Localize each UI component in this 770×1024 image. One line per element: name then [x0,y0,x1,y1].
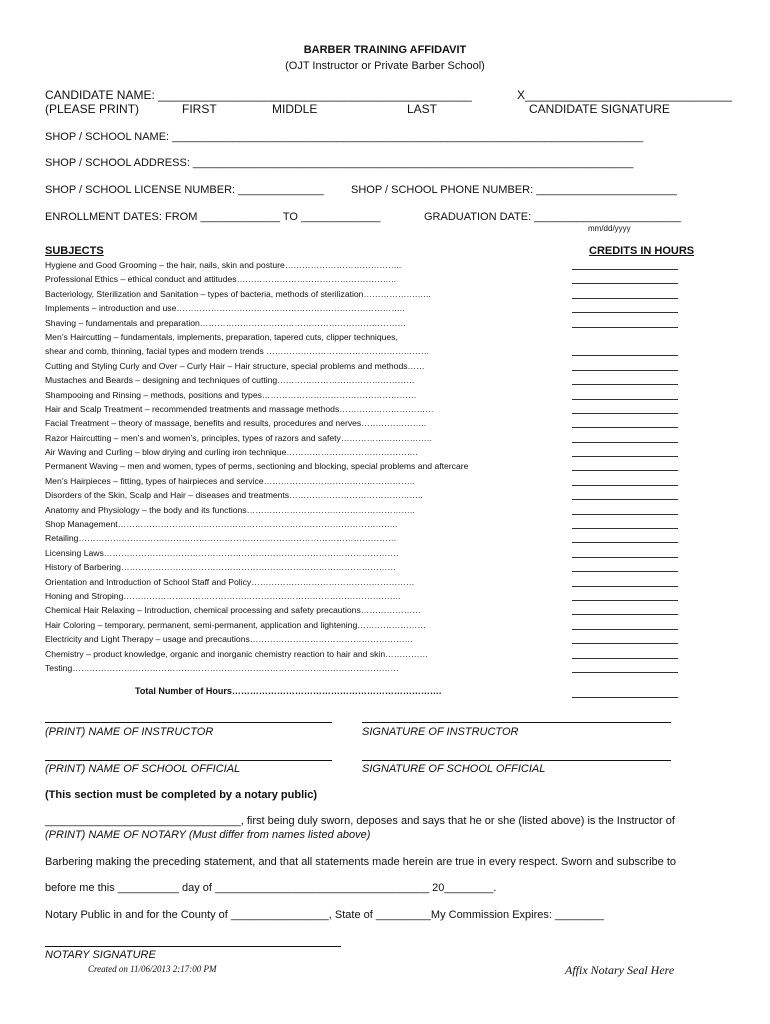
subject-label: Professional Ethics – ethical conduct and attitudes……………………………………………….. [45,274,397,285]
notary-statement: Barbering making the preceding statement, and that all statements made herein are true in every respect. Sworn and subscribe to [45,856,677,868]
subject-label: History of Barbering…………………………………………………………………………………… [45,562,396,573]
notary-seal-label: Affix Notary Seal Here [565,963,675,977]
instructor-name-line[interactable] [45,722,332,723]
subject-row [45,560,685,574]
license-number-field[interactable]: SHOP / SCHOOL LICENSE NUMBER: ______________ [45,184,324,196]
phone-number-field[interactable]: SHOP / SCHOOL PHONE NUMBER: _______________________ [351,184,677,196]
subject-row [45,647,685,661]
subject-row [45,503,685,517]
shop-address-field[interactable]: SHOP / SCHOOL ADDRESS: ________________________________________________________________________ [45,157,634,169]
subject-row [45,330,685,344]
subject-label: Razor Haircutting – men’s and women’s, principles, types of razors and safety………………………….. [45,432,432,443]
credit-hours-line[interactable] [572,470,678,471]
subject-row [45,445,685,459]
candidate-signature-label: CANDIDATE SIGNATURE [529,102,670,116]
subject-label: Retailing………………………………………………………………………………………………… [45,533,397,544]
notary-signature-label: NOTARY SIGNATURE [45,949,156,961]
subject-row [45,589,685,603]
subject-row [45,431,685,445]
subject-label: Shop Management…………………………………………………………………………………….. [45,519,398,530]
subject-row [45,402,685,416]
credit-hours-line[interactable] [572,614,678,615]
subject-row [45,575,685,589]
subject-row [45,474,685,488]
subject-row [45,373,685,387]
notary-section-title: (This section must be completed by a notary public) [45,789,317,801]
first-label: FIRST [182,102,217,116]
subject-label: Hair Coloring – temporary, permanent, semi-permanent, application and lightening…………………… [45,619,426,630]
credit-hours-line[interactable] [572,571,678,572]
subject-label: Hair and Scalp Treatment – recommended treatments and massage methods…………………………… [45,403,434,414]
credit-hours-line[interactable] [572,643,678,644]
notary-county-line[interactable]: Notary Public in and for the County of ________________, State of _________My Commission Expires: ________ [45,909,604,921]
subject-row [45,618,685,632]
credit-hours-line[interactable] [572,528,678,529]
subject-label: Shampooing and Rinsing – methods, positions and types……………………………………………… [45,389,417,400]
credit-hours-line[interactable] [572,413,678,414]
notary-signature-line[interactable] [45,946,341,947]
credit-hours-line[interactable] [572,485,678,486]
subject-label: Anatomy and Physiology – the body and its functions………………………………………………….. [45,504,415,515]
credit-hours-line[interactable] [572,557,678,558]
subject-label: Men’s Hairpieces – fitting, types of hairpieces and service…………………………………………….. [45,475,415,486]
candidate-name-label[interactable]: CANDIDATE NAME: _______________________________________________ [45,88,472,102]
middle-label: MIDDLE [272,102,318,116]
subject-row [45,388,685,402]
credit-hours-line[interactable] [572,658,678,659]
credit-hours-line[interactable] [572,499,678,500]
credit-hours-line[interactable] [572,442,678,443]
subject-row [45,287,685,301]
subject-label: Disorders of the Skin, Scalp and Hair – diseases and treatments……………………………………….. [45,490,423,501]
subject-row [45,301,685,315]
credit-hours-line[interactable] [572,514,678,515]
credit-hours-line[interactable] [572,283,678,284]
graduation-date-field[interactable]: GRADUATION DATE: ________________________ [424,211,682,223]
credit-hours-line[interactable] [572,384,678,385]
official-name-line[interactable] [45,760,332,761]
credit-hours-line[interactable] [572,355,678,356]
credit-hours-line[interactable] [572,427,678,428]
subject-label: Men’s Haircutting – fundamentals, implements, preparation, tapered cuts, clipper techniques, [45,331,398,342]
subject-row [45,344,685,358]
credit-hours-line[interactable] [572,327,678,328]
subject-label: Facial Treatment – theory of massage, benefits and results, procedures and nerves………………….. [45,418,427,429]
subject-row [45,416,685,430]
total-hours-line[interactable] [572,697,678,698]
form-title: BARBER TRAINING AFFIDAVIT [303,44,467,56]
last-label: LAST [407,102,438,116]
candidate-signature-field[interactable]: X_______________________________ [517,88,732,102]
subject-label: Testing…………………………………………………………………………………………………… [45,662,399,673]
subject-row [45,459,685,473]
subject-label: Air Waving and Curling – blow drying and curling iron technique………………………………………. [45,447,418,458]
subject-label: Electricity and Light Therapy – usage and precautions………………………………………………… [45,634,414,645]
subject-label: Licensing Laws…………………………………………………………………………………………. [45,547,399,558]
instructor-name-label: (PRINT) NAME OF INSTRUCTOR [45,726,214,738]
subject-label: Cutting and Styling Curly and Over – Curly Hair – Hair structure, special problems and methods…… [45,360,425,371]
credit-hours-line[interactable] [572,399,678,400]
credit-hours-line[interactable] [572,600,678,601]
notary-print-label: (PRINT) NAME OF NOTARY (Must differ from names listed above) [45,829,371,841]
credit-hours-line[interactable] [572,298,678,299]
credit-hours-line[interactable] [572,269,678,270]
subject-label: shear and comb, thinning, facial types and modern trends ………………………………………………… [45,346,430,357]
subject-row [45,517,685,531]
subject-label: Permanent Waving – men and women, types of perms, sectioning and blocking, special problems and aftercare [45,461,469,472]
credit-hours-line[interactable] [572,370,678,371]
subject-row [45,488,685,502]
form-subtitle: (OJT Instructor or Private Barber School) [285,60,485,72]
instructor-signature-line[interactable] [362,722,671,723]
credit-hours-line[interactable] [572,456,678,457]
subject-label: Orientation and Introduction of School Staff and Policy………………………………………………… [45,576,415,587]
instructor-signature-label: SIGNATURE OF INSTRUCTOR [362,726,519,738]
subject-row [45,258,685,272]
official-signature-label: SIGNATURE OF SCHOOL OFFICIAL [362,763,546,775]
subject-row [45,316,685,330]
created-timestamp: Created on 11/06/2013 2:17:00 PM [88,964,217,974]
subject-label: Implements – introduction and use…………………………………………………………………….. [45,303,405,314]
please-print-label: (PLEASE PRINT) [45,102,140,116]
subject-row [45,632,685,646]
official-name-label: (PRINT) NAME OF SCHOOL OFFICIAL [45,763,241,775]
subject-label: Mustaches and Beards – designing and techniques of cutting………………………………………… [45,375,415,386]
date-format-hint: mm/dd/yyyy [588,224,631,233]
subject-row [45,603,685,617]
subjects-header: SUBJECTS [45,245,104,257]
subject-label: Bacteriology, Sterilization and Sanitation – types of bacteria, methods of sterilization……………….….. [45,288,431,299]
shop-name-field[interactable]: SHOP / SCHOOL NAME: _____________________________________________________________________________ [45,131,644,143]
subject-row [45,661,685,675]
subject-row [45,272,685,286]
subject-row [45,359,685,373]
subject-label: Chemistry – product knowledge, organic and inorganic chemistry reaction to hair and skin…………… [45,648,429,659]
subject-label: Chemical Hair Relaxing – Introduction, chemical processing and safety precautions………………… [45,605,421,616]
credit-hours-line[interactable] [572,672,678,673]
subject-label: Honing and Stroping……………………………………………………………………………………. [45,590,401,601]
subject-label: Hygiene and Good Grooming – the hair, nails, skin and posture………………………………….. [45,260,402,270]
official-signature-line[interactable] [362,760,671,761]
subject-row [45,531,685,545]
subject-label: Shaving – fundamentals and preparation……………………………………………………………… [45,317,407,328]
credit-hours-line[interactable] [572,312,678,313]
enrollment-dates-field[interactable]: ENROLLMENT DATES: FROM _____________ TO _____________ [45,211,381,223]
credit-hours-line[interactable] [572,629,678,630]
total-hours-label: Total Number of Hours……………………………………………………………. [135,686,442,696]
subjects-list [45,258,685,675]
credits-header: CREDITS IN HOURS [589,245,695,257]
credit-hours-line[interactable] [572,586,678,587]
credit-hours-line[interactable] [572,542,678,543]
notary-sworn-line[interactable]: ________________________________, first being duly sworn, deposes and says that he or she (listed above) is the Instructor of [45,815,675,827]
subject-row [45,546,685,560]
notary-date-line[interactable]: before me this __________ day of ___________________________________ 20________. [45,882,497,894]
